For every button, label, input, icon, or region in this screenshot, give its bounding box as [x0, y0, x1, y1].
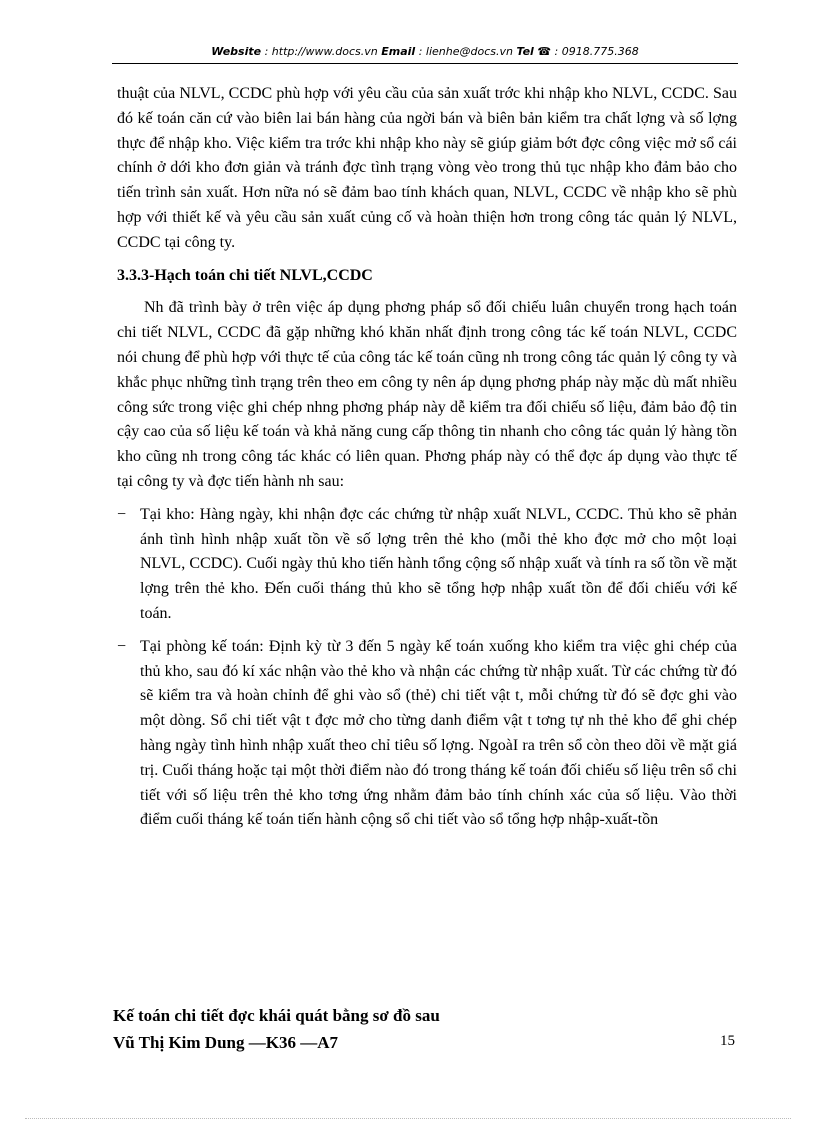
diagram-caption: Kế toán chi tiết đợc khái quát bằng sơ đồ sau — [113, 1006, 440, 1025]
page-bottom-divider — [25, 1118, 791, 1119]
website-label: Website — [211, 45, 262, 58]
page-header — [112, 45, 738, 58]
paragraph-intro: thuật của NLVL, CCDC phù hợp với yêu cầu của sản xuất trớc khi nhập kho NLVL, CCDC. Sau đó kế toán căn cứ vào biên lai bán hàng của ngời bán và biên bản kiểm tra chất lợng và số lợng thực để nhập kho. Việc kiểm tra trớc khi nhập kho này sẽ giúp giảm bớt đợc công việc mở sổ cái chính ở dới kho đơn giản và tránh đợc tình trạng vòng vèo trong thủ tục nhập kho đảm bảo cho tiến trình sản xuất. Hơn nữa nó sẽ đảm bao tính khách quan, NLVL, CCDC về nhập kho sẽ phù hợp với thiết kế và yêu cầu sản xuất củng cố và hoàn thiện hơn trong công tác quản lý NLVL, CCDC tại công ty. — [117, 85, 737, 251]
email-label: Email — [381, 45, 416, 58]
tel-label: Tel — [516, 45, 534, 58]
dash-bullet: − — [117, 637, 127, 655]
bullet-text-warehouse: Tại kho: Hàng ngày, khi nhận đợc các chứng từ nhập xuất NLVL, CCDC. Thủ kho sẽ phản ánh tình hình nhập xuất tồn về số lợng trên thẻ kho (mỗi thẻ kho đợc mở cho một loại NLVL, CCDC). Cuối ngày thủ kho tiến hành tổng cộng số nhập xuất và tính ra số tồn về mặt lợng trên thẻ kho. Đến cuối tháng thủ kho sẽ tổng hợp nhập xuất tồn để đối chiếu với kế toán. — [140, 505, 737, 622]
header-divider — [112, 63, 738, 64]
phone-icon: ☎ — [537, 45, 552, 58]
section-heading: 3.3.3-Hạch toán chi tiết NLVL,CCDC — [117, 266, 373, 284]
author-line: Vũ Thị Kim Dung —K36 —A7 — [113, 1033, 338, 1052]
dash-bullet: − — [117, 505, 127, 523]
paragraph-method: Nh đã trình bày ở trên việc áp dụng phơng pháp sổ đối chiếu luân chuyển trong hạch toán chi tiết NLVL, CCDC đã gặp những khó khăn nhất định trong công tác kế toán NLVL, CCDC nói chung để phù hợp với thực tế của công tác kế toán cũng nh trong công tác quản lý công ty và khắc phục những tình trạng trên theo em công ty nên áp dụng phơng pháp này mặc dù mất nhiều công sức trong việc ghi chép nhng phơng pháp này dễ kiểm tra đối chiếu số liệu, đảm bảo độ tin cậy cao của số liệu kế toán và khả năng cung cấp thông tin nhanh cho công tác quản lý hàng tồn kho cũng nh trong công tác khác có liên quan. Phơng pháp này có thể đợc áp dụng vào thực tế tại công ty và đợc tiến hành nh sau: — [117, 299, 737, 490]
website-value: : http://www.docs.vn — [261, 45, 382, 58]
bullet-text-accounting: Tại phòng kế toán: Định kỳ từ 3 đến 5 ngày kế toán xuống kho kiểm tra việc ghi chép của thủ kho, sau đó kí xác nhận vào thẻ kho và nhận các chứng từ nhập xuất. Từ các chứng từ đó sẽ kiểm tra và hoàn chỉnh để ghi vào sổ (thẻ) chi tiết vật t, mỗi chứng từ đó sẽ đợc ghi vào một dòng. Sổ chi tiết vật t đợc mở cho từng danh điểm vật t tơng tự nh thẻ kho để ghi chép hàng ngày tình hình nhập xuất theo chỉ tiêu số lợng. NgoàI ra trên sổ còn theo dõi về mặt giá trị. Cuối tháng hoặc tại một thời điểm nào đó trong tháng kế toán đối chiếu số liệu trên sổ chi tiết với số liệu trên thẻ kho tơng ứng nhằm đảm bảo tính chính xác của số liệu. Vào thời điểm cuối tháng kế toán tiến hành cộng sổ chi tiết vào sổ tổng hợp nhập-xuất-tồn — [140, 637, 737, 829]
document-body — [117, 82, 737, 833]
email-value: : lienhe@docs.vn — [415, 45, 517, 58]
bullet-item-warehouse — [117, 503, 737, 627]
tel-value: : 0918.775.368 — [551, 45, 639, 58]
bullet-item-accounting — [117, 635, 737, 833]
page-number: 15 — [720, 1033, 735, 1049]
